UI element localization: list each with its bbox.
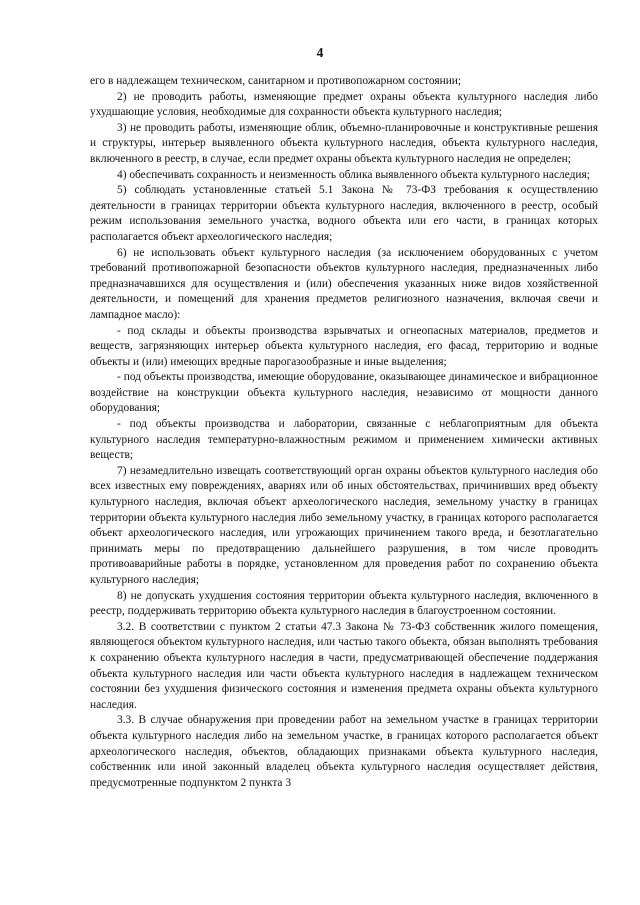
paragraph-item-2: 2) не проводить работы, изменяющие предмет охраны объекта культурного наследия либо ухудшающие условия, необходимые для сохранности объекта культурного наследия;: [90, 90, 598, 119]
paragraph-section-3-3: 3.3. В случае обнаружения при проведении работ на земельном участке в границах территории объекта культурного наследия либо на земельном участке, в границах которого располагается объект археологического наследия, объектов, обладающих признаками объекта культурного наследия, собственник или иной законный владелец объекта культурного наследия осуществляет действия, предусмотренные подпунктом 2 пункта 3: [90, 714, 598, 789]
paragraph-section-3-2: 3.2. В соответствии с пунктом 2 статьи 47.3 Закона № 73-ФЗ собственник жилого помещения, являющегося объектом культурного наследия, или частью такого объекта, обязан выполнять требования к сохранению объекта культурного наследия в части, предусматривающей обеспечение поддержания объекта культурного наследия или части объекта культурного наследия в надлежащем техническом состоянии без ухудшения физического состояния и изменения предмета охраны объекта культурного наследия.: [90, 620, 598, 711]
paragraph-item-5: 5) соблюдать установленные статьей 5.1 Закона № 73-ФЗ требования к осуществлению деятельности в границах территории объекта культурного наследия, включенного в реестр, особый режим использования земельного участка, водного объекта или его части, в границах которых располагается объект археологического наследия;: [90, 184, 598, 243]
paragraph-item-3: 3) не проводить работы, изменяющие облик, объемно-планировочные и конструктивные решения и структуры, интерьер выявленного объекта культурного наследия, объекта культурного наследия, включенного в реестр, в случае, если предмет охраны объекта культурного наследия не определен;: [90, 121, 598, 165]
document-body: [90, 74, 598, 791]
paragraph-subitem-laboratories: - под объекты производства и лаборатории, связанные с неблагоприятным для объекта культурного наследия температурно-влажностным режимом и применением химически активных веществ;: [90, 418, 598, 462]
paragraph-item-8: 8) не допускать ухудшения состояния территории объекта культурного наследия, включенного в реестр, поддерживать территорию объекта культурного наследия в благоустроенном состоянии.: [90, 589, 598, 618]
page-number: 4: [316, 45, 324, 60]
paragraph-item-4: 4) обеспечивать сохранность и неизменность облика выявленного объекта культурного наследия;: [117, 168, 590, 181]
paragraph-subitem-warehouses: - под склады и объекты производства взрывчатых и огнеопасных материалов, предметов и веществ, загрязняющих интерьер объекта культурного наследия, его фасад, территорию и водные объекты и (или) имеющих вредные парогазообразные и иные выделения;: [90, 324, 598, 368]
paragraph-subitem-production: - под объекты производства, имеющие оборудование, оказывающее динамическое и вибрационное воздействие на конструкции объекта культурного наследия, независимо от мощности данного оборудования;: [90, 371, 598, 415]
paragraph-continuation: его в надлежащем техническом, санитарном и противопожарном состоянии;: [90, 75, 462, 87]
paragraph-item-7: 7) незамедлительно извещать соответствующий орган охраны объектов культурного наследия обо всех известных ему повреждениях, авариях или об иных обстоятельствах, причинивших вред объекту культурного наследия, включая объект археологического наследия, земельному участку в границах территории объекта культурного наследия либо земельному участку, в границах которого располагается объект археологического наследия, или угрожающих причинением такого вреда, и безотлагательно принимать меры по предотвращению дальнейшего разрушения, в том числе проводить противоаварийные работы в порядке, установленном для проведения работ по сохранению объекта культурного наследия;: [90, 464, 598, 586]
paragraph-item-6: 6) не использовать объект культурного наследия (за исключением оборудованных с учетом требований противопожарной безопасности объектов культурного наследия, предназначенных либо предназначавшихся для осуществления и (или) обеспечения указанных ниже видов хозяйственной деятельности, и помещений для хранения предметов религиозного назначения, включая свечи и лампадное масло):: [90, 246, 598, 321]
